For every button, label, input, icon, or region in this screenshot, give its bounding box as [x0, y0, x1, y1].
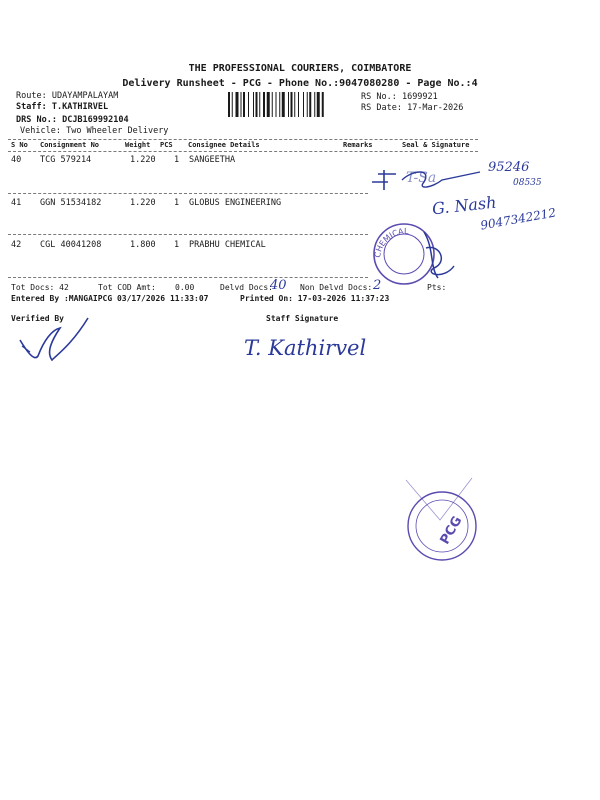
pcg-stamp — [400, 478, 480, 570]
rs-no-value: 1699921 — [401, 92, 438, 102]
row-40-rule — [8, 193, 368, 194]
row-42-weight: 1.800 — [130, 240, 156, 250]
drs-label: DRS No.: — [16, 115, 57, 125]
pcg-stamp-text: PCG — [437, 513, 466, 548]
staff-value: T.KATHIRVEL — [51, 102, 109, 112]
row-41-rule — [8, 234, 368, 235]
row-40-sno: 40 — [11, 155, 22, 165]
row-41-consignee: GLOBUS ENGINEERING — [189, 198, 282, 208]
header-top-rule — [8, 139, 478, 140]
rs-no-line — [361, 92, 438, 102]
chemical-stamp — [368, 218, 458, 290]
rs-date-label: RS Date: — [361, 103, 402, 113]
staff-label: Staff: — [16, 102, 47, 112]
row-41-pcs: 1 — [174, 198, 180, 208]
runsheet-subtitle: Delivery Runsheet - PCG - Phone No.:9047080280 - Page No.:4 — [122, 78, 478, 89]
row-42-rule — [8, 277, 368, 278]
row-42-sno: 42 — [11, 240, 22, 250]
row-41-handwritten-initials: G. Nash — [431, 192, 498, 219]
row-41-sno: 41 — [11, 198, 22, 208]
row-40-weight: 1.220 — [130, 155, 156, 165]
rs-date-value: 17-Mar-2026 — [407, 103, 464, 113]
row-42-consignee: PRABHU CHEMICAL — [189, 240, 266, 250]
route-line — [16, 91, 118, 101]
row-41-consignment: GGN 51534182 — [40, 198, 102, 208]
barcode — [228, 92, 356, 117]
svg-text:CHEMICAL — [373, 227, 409, 259]
row-42-pcs: 1 — [174, 240, 180, 250]
rs-no-label: RS No.: — [361, 92, 397, 102]
vehicle-value: Two Wheeler Delivery — [66, 126, 169, 136]
col-seal-header: Seal & Signature — [402, 141, 470, 149]
header-bottom-rule — [8, 151, 478, 152]
vehicle-label: Vehicle: — [20, 126, 61, 136]
printed-on: Printed On: 17-03-2026 11:37:23 — [240, 294, 390, 303]
row-40-handwritten-name: T-Sa — [406, 170, 437, 186]
row-41-handwritten-phone: 9047342212 — [479, 205, 557, 233]
route-value: UDAYAMPALAYAM — [51, 91, 119, 101]
row-41-weight: 1.220 — [130, 198, 156, 208]
row-40-handwritten-number-b: 08535 — [513, 178, 542, 188]
staff-signature-label: Staff Signature — [266, 314, 339, 323]
entered-by: Entered By :MANGAIPCG 03/17/2026 11:33:07 — [11, 294, 209, 303]
pts-label: Pts: — [427, 283, 447, 292]
row-40-pcs: 1 — [174, 155, 180, 165]
drs-value: DCJB169992104 — [62, 115, 129, 125]
staff-handwritten-signature: T. Kathirvel — [244, 336, 367, 360]
vehicle-line — [20, 126, 168, 136]
col-consignee-header: Consignee Details — [188, 141, 260, 149]
verified-by-signature — [12, 300, 92, 370]
staff-line — [16, 102, 108, 112]
row-40-consignee: SANGEETHA — [189, 155, 236, 165]
row-40-handwritten-number-a: 95246 — [488, 160, 530, 175]
drs-line — [16, 115, 129, 125]
chemical-stamp-text: CHEMICAL — [372, 226, 409, 259]
col-sno-header: S No — [11, 141, 28, 149]
tot-docs: Tot Docs: 42 — [11, 283, 69, 292]
col-consignment-header: Consignment No — [40, 141, 100, 149]
route-label: Route: — [16, 91, 47, 101]
col-weight-header: Weight — [125, 141, 151, 149]
tot-cod-value: 0.00 — [175, 283, 195, 292]
rs-date-line — [361, 103, 463, 113]
row-42-consignment: CGL 40041208 — [40, 240, 102, 250]
delvd-docs-handwritten-count: 40 — [270, 278, 287, 293]
delvd-docs-label: Delvd Docs: — [220, 283, 273, 292]
tot-cod-label: Tot COD Amt: — [98, 283, 156, 292]
company-title: THE PROFESSIONAL COURIERS, COIMBATORE — [188, 63, 412, 74]
verified-by-label: Verified By — [11, 314, 64, 323]
col-remarks-header: Remarks — [343, 141, 373, 149]
non-delvd-docs-handwritten-count: 2 — [373, 278, 382, 293]
non-delvd-docs-label: Non Delvd Docs: — [300, 283, 373, 292]
row-40-consignment: TCG 579214 — [40, 155, 92, 165]
col-pcs-header: PCS — [160, 141, 173, 149]
